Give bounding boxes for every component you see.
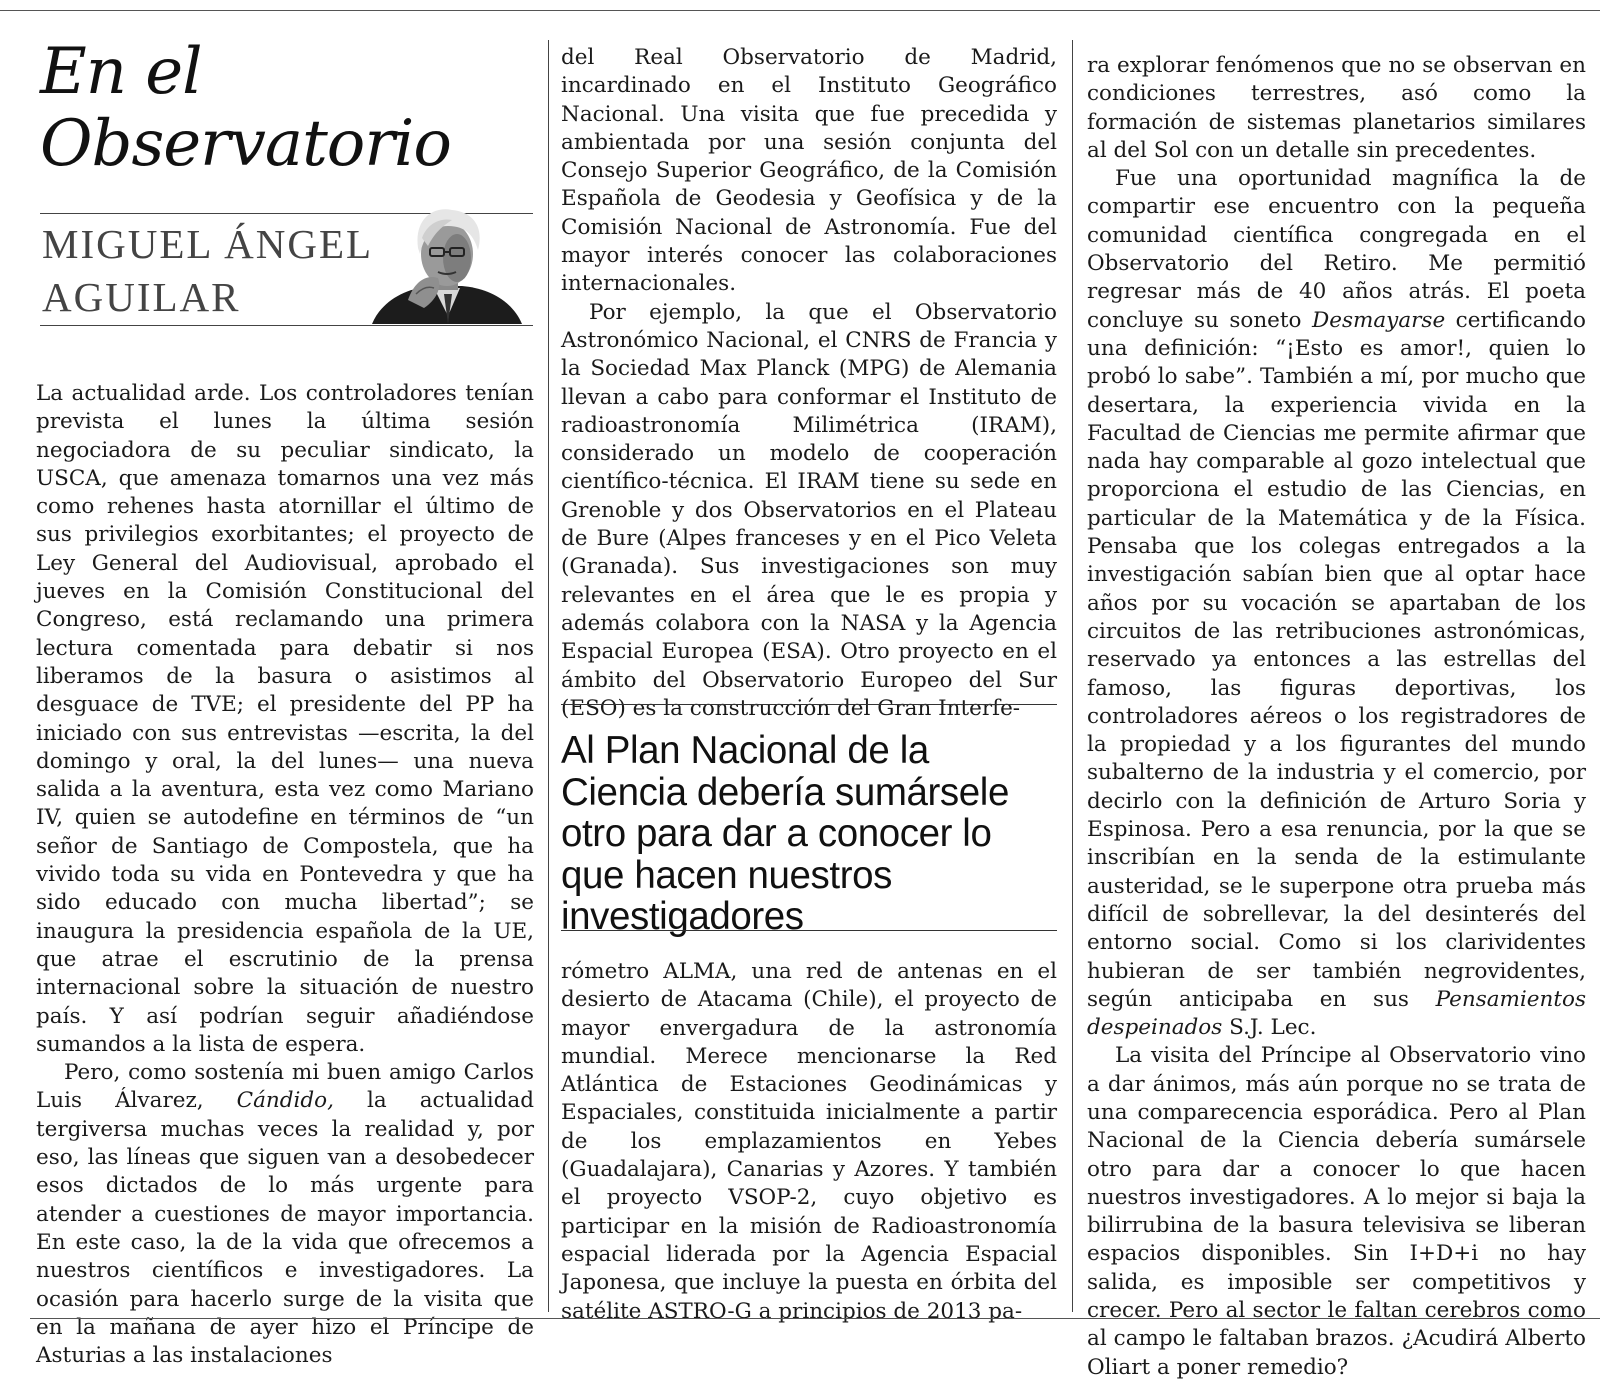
paragraph: La actualidad arde. Los controladores tenían prevista el lunes la última sesión negociadora de su peculiar sindicato, la USCA, que amenaza tomarnos una vez más como rehenes hasta atornillar el último de sus privilegios exorbitantes; el proyecto de Ley General del Audiovisual, aprobado el jueves en la Comisión Constitucional del Congreso, está reclamando una primera lectura comentada para debatir si nos liberamos de la basura o asistimos al desguace de TVE; el presidente del PP ha iniciado con sus entrevistas —escrita, la del domingo y oral, la del lunes— una nueva salida a la aventura, esta vez como Mariano IV, quien se autodefine en términos de “un señor de Santiago de Compostela, que ha vivido toda su vida en Pontevedra y que ha sido educado con mucha libertad”; se inaugura la presidencia española de la UE, que atrae el escrutinio de la prensa internacional sobre la situación de nuestro país. Y así podrían seguir añadiéndose sumandos a la lista de espera. (36, 381, 534, 1057)
column-3-body (1087, 52, 1586, 1382)
top-rule (0, 10, 1600, 11)
bottom-rule (30, 1318, 1600, 1319)
pullquote-rule-bottom (561, 930, 1057, 931)
paragraph: ra explorar fenómenos que no se observan en condiciones terrestres, asó como la formación de sistemas planetarios similares al del Sol con un detalle sin precedentes. (1087, 53, 1586, 163)
italic-name: Cándido, (236, 1088, 334, 1114)
text-run: la actualidad tergiversa muchas veces la realidad y, por eso, las líneas que siguen van a desobedecer esos dictados de lo más urgente para atender a cuestiones de mayor importancia. En este caso, la de la vida que ofrecemos a nuestros científicos e investigadores. La ocasión para hacerlo surge de la visita que en la mañana de ayer hizo el Príncipe de Asturias a las instalaciones (36, 1088, 534, 1369)
paragraph (36, 1059, 534, 1370)
column-1-body (36, 380, 534, 1370)
author-last-name: AGUILAR (42, 274, 241, 320)
text-run: certificando una definición: “¡Esto es amor!, quien lo probó lo sabe”. También a mí, por mucho que desertara, la experiencia vivida en la Facultad de Ciencias me permite afirmar que nada hay comparable al gozo intelectual que proporciona el estudio de las Ciencias, en particular de la Matemática y de la Física. Pensaba que los colegas entregados a la investigación sabían bien que al optar hace años por su vocación se apartaban de los circuitos de las retribuciones astronómicas, reservado ya entonces a las estrellas del famoso, las figuras deportivas, los controladores aéreos o los registradores de la propiedad y a los figurantes del mundo subalterno de la industria y el comercio, por decirlo con la definición de Arturo Soria y Espinosa. Pero a esa renuncia, por la que se inscribían en la senda de la estimulante austeridad, se le superpone otra prueba más difícil de sobrellevar, la del desinterés del entorno social. Como si los clarividentes hubieran de ser también negrovidentes, según anticipaba en sus (1087, 307, 1586, 1012)
text-run: Pero, como sostenía mi buen amigo Carlos Luis Álvarez, (36, 1060, 534, 1114)
paragraph (1087, 165, 1586, 1042)
paragraph: La visita del Príncipe al Observatorio vino a dar ánimos, más aún porque no se trata de una comparecencia esporádica. Pero al Plan Nacional de la Ciencia debería sumársele otro para dar a conocer lo que hacen nuestros investigadores. A lo mejor si baja la bilirrubina de la basura televisiva se liberan espacios disponibles. Sin I+D+i no hay salida, es imposible ser competitivos y crecer. Pero al sector le faltan cerebros como al campo le faltaban brazos. ¿Acudirá Alberto Oliart a poner remedio? (1087, 1043, 1586, 1380)
paragraph: rómetro ALMA, una red de antenas en el desierto de Atacama (Chile), el proyecto de mayor envergadura de la astronomía mundial. Merece mencionarse la Red Atlántica de Estaciones Geodinámicas y Espaciales, constituida inicialmente a partir de los emplazamientos en Yebes (Guadalajara), Canarias y Azores. Y también el proyecto VSOP-2, cuyo objetivo es participar en la misión de Radioastronomía espacial liderada por la Agencia Espacial Japonesa, que incluye la puesta en órbita del satélite ASTRO-G a principios de 2013 pa- (561, 959, 1057, 1324)
byline-rule (40, 325, 533, 326)
title-line-1: En el (40, 35, 202, 109)
author-byline (42, 218, 373, 324)
pullquote-rule-top (561, 704, 1057, 705)
article-title (40, 36, 451, 180)
column-2-body-top (561, 44, 1057, 723)
italic-title: Desmayarse (1311, 307, 1446, 333)
italic-title: Pensamientos despeinados (1087, 986, 1586, 1041)
pullquote: Al Plan Nacional de la Ciencia debería sumársele otro para dar a conocer lo que hacen nuestros investigadores (561, 729, 1009, 938)
text-run: Fue una oportunidad magnífica la de compartir ese encuentro con la pequeña comunidad científica congregada en el Observatorio del Retiro. Me permitió regresar más de 40 años atrás. El poeta concluye su soneto (1087, 166, 1586, 333)
title-line-2: Observatorio (40, 107, 451, 181)
author-first-name: MIGUEL ÁNGEL (42, 221, 374, 267)
text-run: S.J. Lec. (1222, 1015, 1317, 1041)
paragraph: del Real Observatorio de Madrid, incardinado en el Instituto Geográfico Nacional. Una visita que fue precedida y ambientada por una sesión conjunta del Consejo Superior Geográfico, de la Comisión Española de Geodesia y Geofísica y de la Comisión Nacional de Astronomía. Fue del mayor interés conocer las colaboraciones internacionales. (561, 45, 1057, 297)
column-divider-right (1072, 40, 1073, 1312)
column-2-body-bottom (561, 958, 1057, 1326)
column-divider-left (548, 40, 549, 1312)
author-portrait (362, 208, 528, 324)
paragraph: Por ejemplo, la que el Observatorio Astronómico Nacional, el CNRS de Francia y la Sociedad Max Planck (MPG) de Alemania llevan a cabo para conformar el Instituto de radioastronomía Milimétrica (IRAM), considerado un modelo de cooperación científico-técnica. El IRAM tiene su sede en Grenoble y dos Observatorios en el Plateau de Bure (Alpes franceses y en el Pico Veleta (Granada). Sus investigaciones son muy relevantes en el área que le es propia y además colabora con la NASA y la Agencia Espacial Europea (ESA). Otro proyecto en el ámbito del Observatorio Europeo del Sur (ESO) es la construcción del Gran Interfe- (561, 299, 1057, 721)
